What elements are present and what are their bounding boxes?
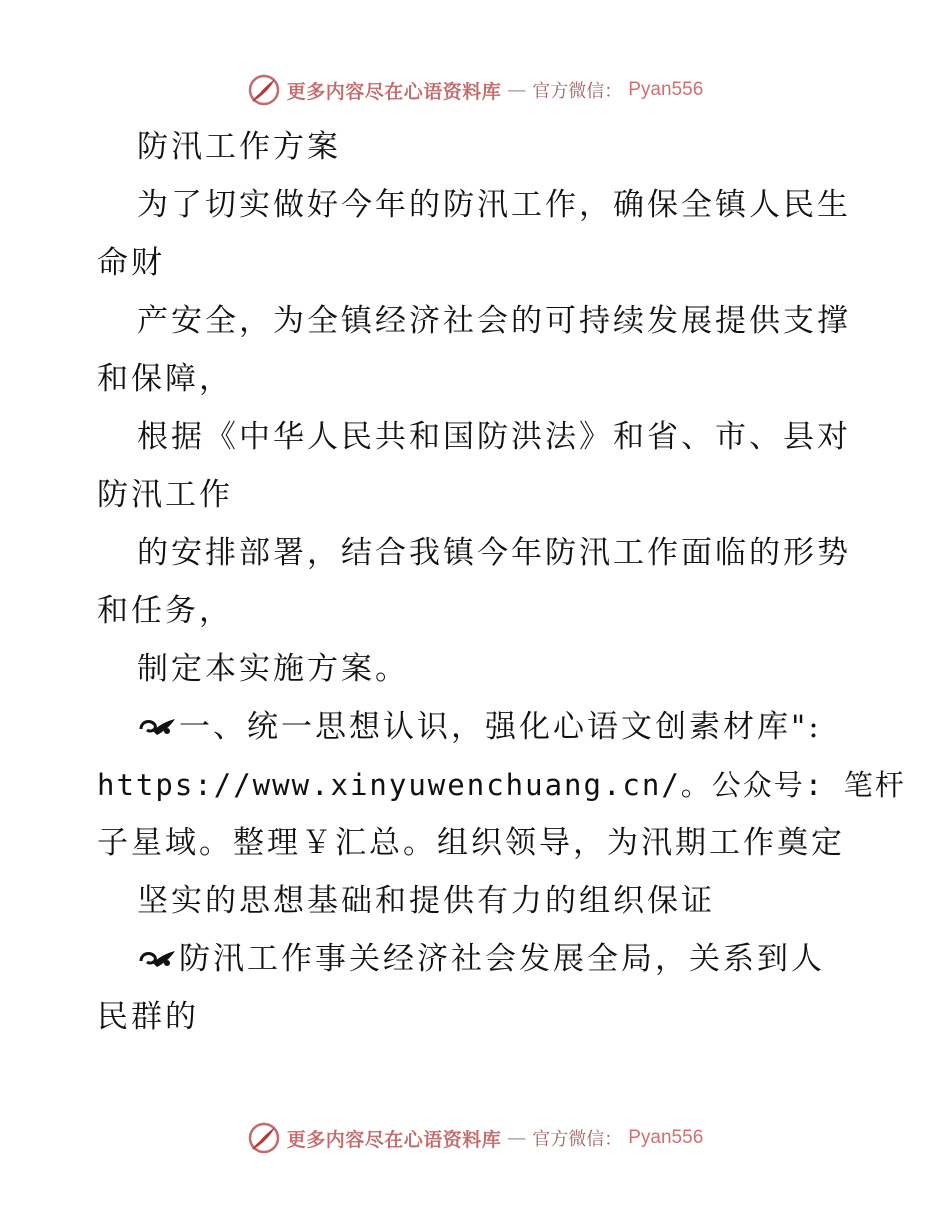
paragraph-line: 制定本实施方案。 (137, 651, 409, 687)
paragraph-line: 产安全，为全镇经济社会的可持续发展提供支撑 (137, 303, 851, 339)
url-line: https://www.xinyuwenchuang.cn/。公众号: 笔杆 (97, 768, 906, 802)
paragraph-line: 和任务， (97, 593, 233, 629)
ornament-bullet-icon (137, 711, 177, 741)
banner-text: 更多内容尽在心语资料库 (286, 80, 502, 103)
banner-wechat-id: Pyan556 (628, 1127, 704, 1148)
banner-text: 更多内容尽在心语资料库 (286, 1128, 502, 1151)
paragraph-line: 民群的 (97, 999, 199, 1035)
paragraph-line: 坚实的思想基础和提供有力的组织保证 (137, 883, 715, 919)
banner-wechat-label: 官方微信： (532, 81, 623, 102)
paragraph-line: 和保障， (97, 361, 233, 397)
paragraph-line: 命财 (97, 245, 165, 281)
paragraph-line: 防汛工作 (97, 477, 233, 513)
banner-wechat-label: 官方微信： (532, 1129, 623, 1150)
paragraph-line: 的安排部署，结合我镇今年防汛工作面临的形势 (137, 535, 851, 571)
section-heading-text: 一、统一思想认识，强化心语文创素材库": (179, 709, 822, 745)
paragraph-line: 子星域。整理￥汇总。组织领导，为汛期工作奠定 (97, 825, 845, 861)
document-body (97, 118, 906, 1046)
banner-dash: — (507, 79, 527, 101)
section-heading-line (97, 698, 857, 756)
quill-pen-logo-icon (247, 73, 281, 107)
quill-pen-logo-icon (247, 1121, 281, 1155)
ornament-bullet-icon (137, 943, 177, 973)
banner-dash: — (507, 1127, 527, 1149)
paragraph-line: 为了切实做好今年的防汛工作，确保全镇人民生 (137, 187, 851, 223)
footer-banner (0, 1118, 950, 1158)
document-title: 防汛工作方案 (137, 129, 341, 165)
paragraph-line: 根据《中华人民共和国防洪法》和省、市、县对 (137, 419, 851, 455)
bullet-paragraph-line (97, 930, 857, 988)
header-banner (0, 70, 950, 110)
bullet-paragraph-text: 防汛工作事关经济社会发展全局，关系到人 (179, 941, 825, 977)
banner-wechat-id: Pyan556 (628, 79, 704, 100)
